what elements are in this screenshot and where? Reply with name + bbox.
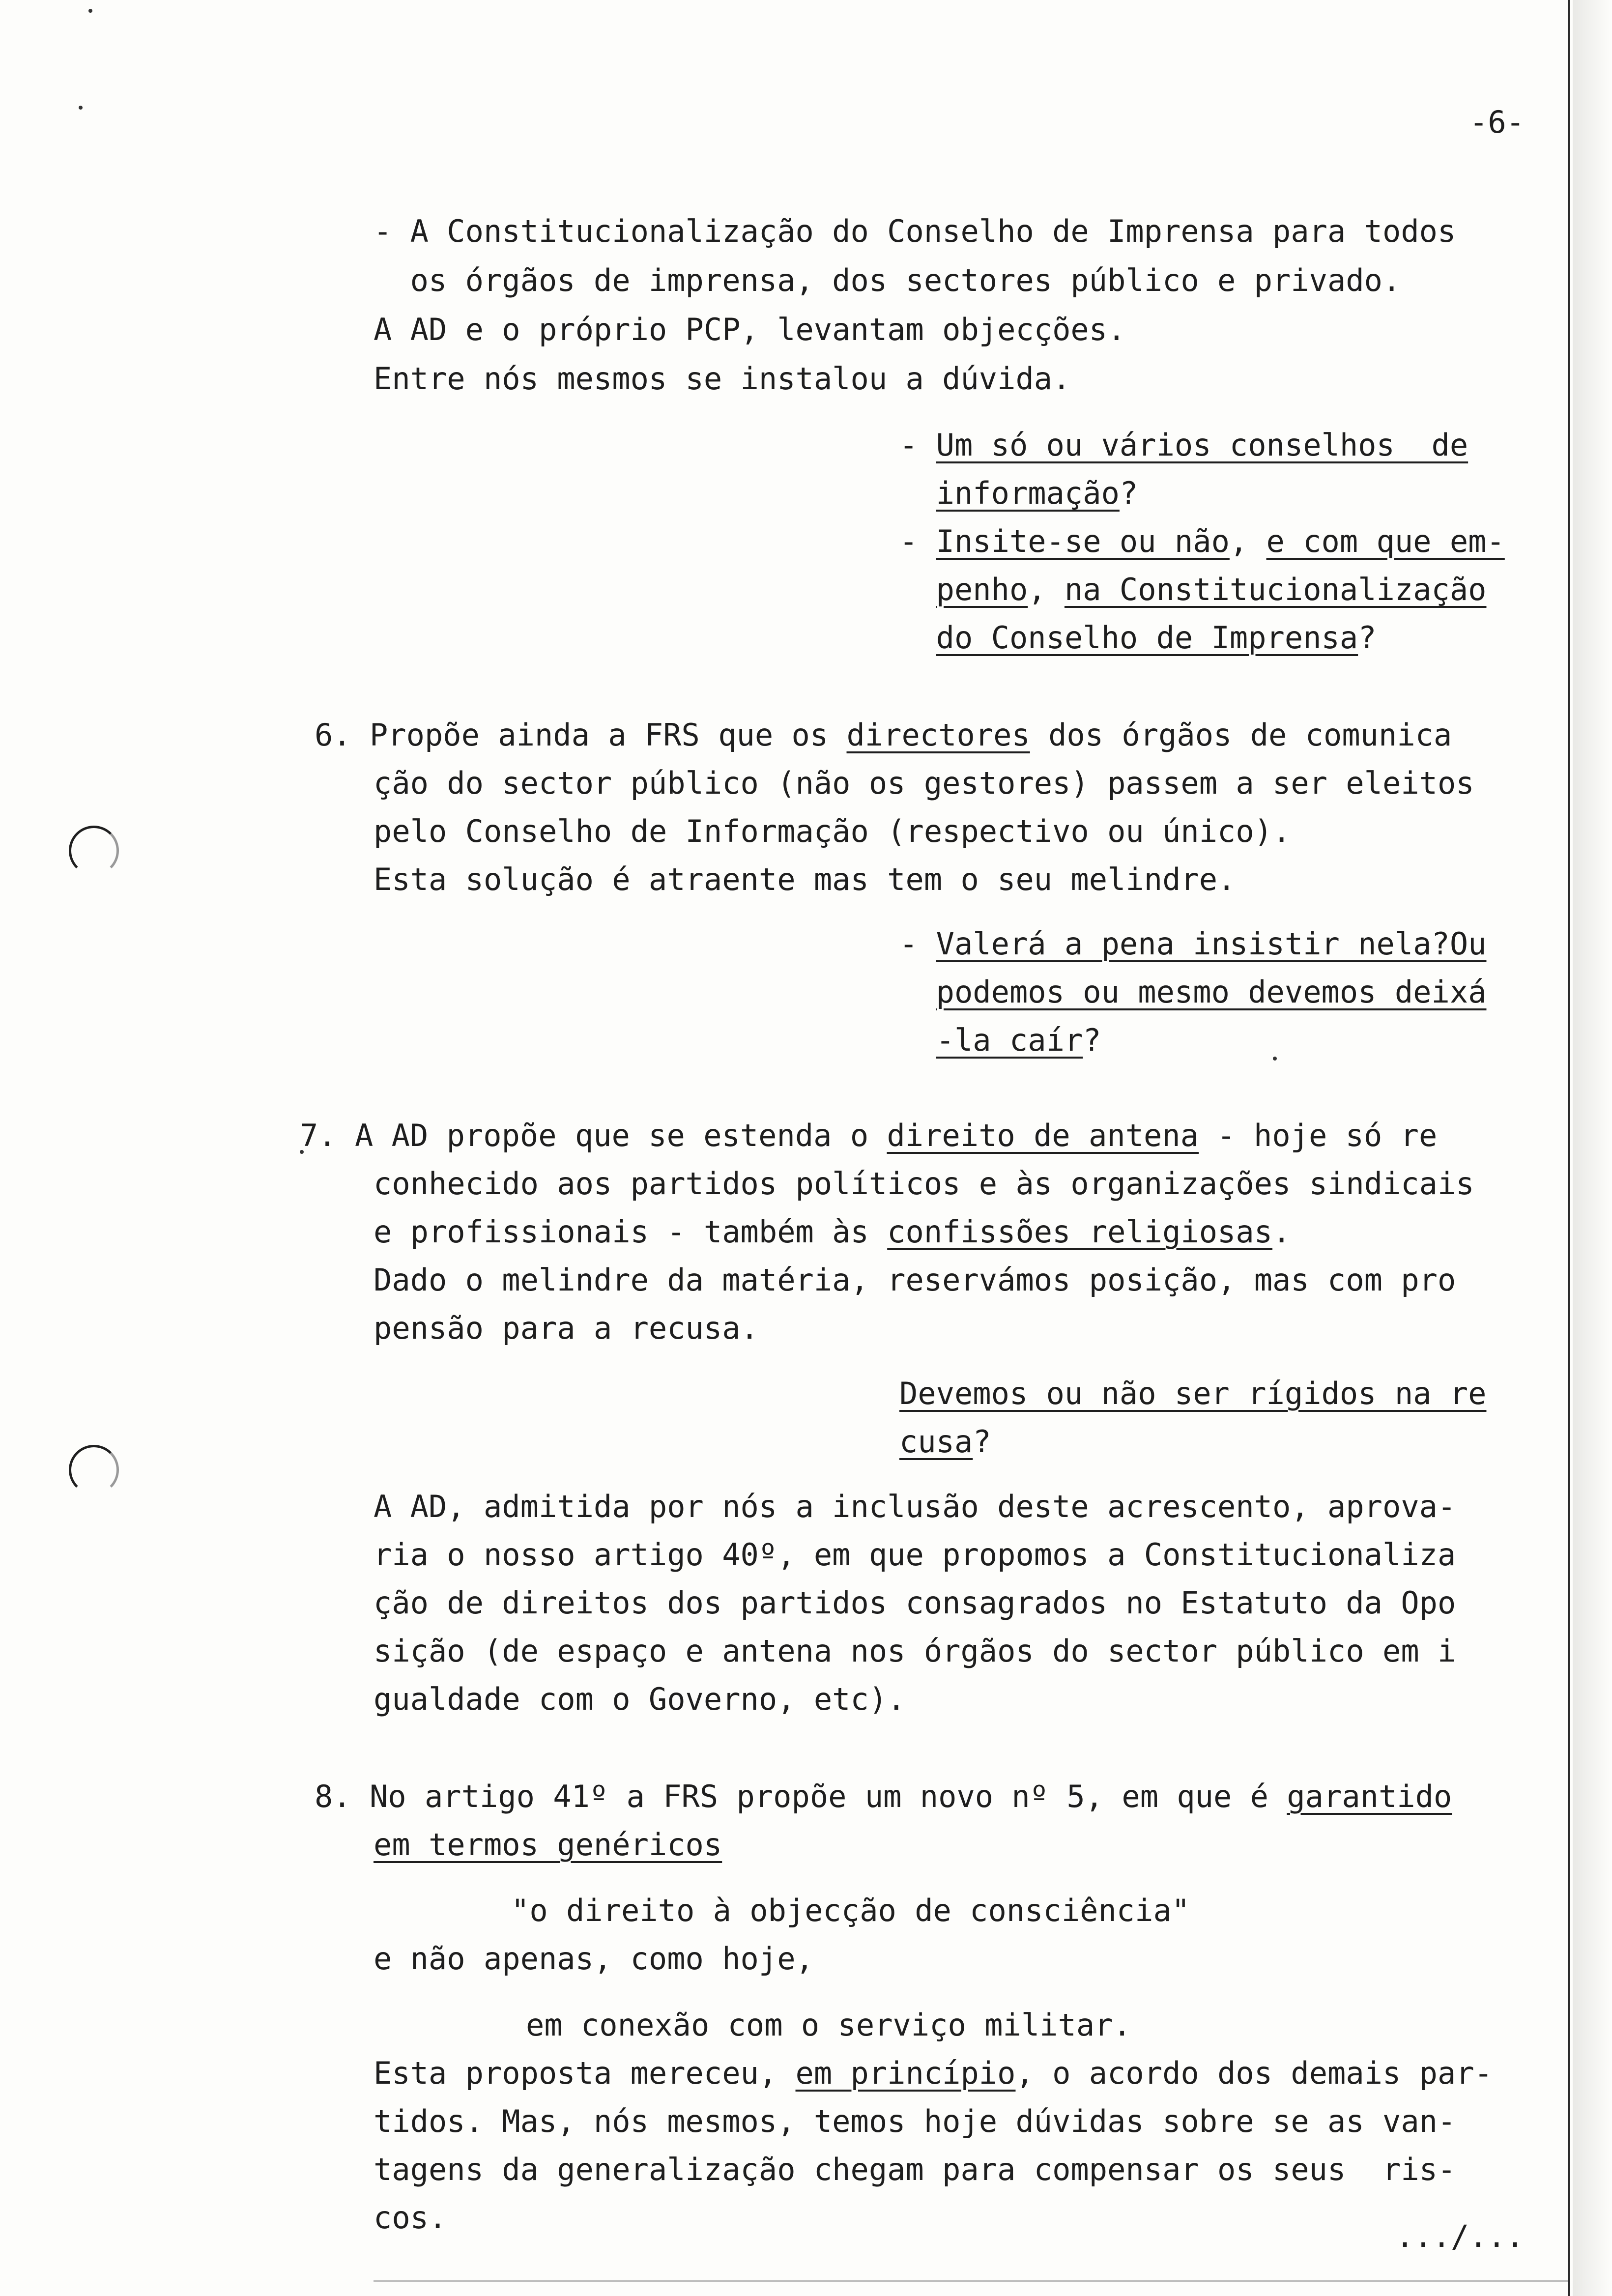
underlined-text: informação [936, 475, 1120, 511]
underlined-text: Valerá a pena insistir nela?Ou [936, 926, 1487, 962]
underlined-text: em termos genéricos [374, 1827, 722, 1863]
text-run: Entre nós mesmos se instalou a dúvida. [374, 361, 1071, 397]
underlined-text: do Conselho de Imprensa [936, 620, 1358, 656]
text-run: tidos. Mas, nós mesmos, temos hoje dúvidas sobre se as van- [374, 2103, 1456, 2139]
text-line [374, 213, 1456, 249]
text-run: ção de direitos dos partidos consagrados no Estatuto da Opo [374, 1585, 1456, 1621]
text-line [899, 620, 1377, 656]
text-run: e profissionais - também às [374, 1214, 888, 1250]
page-edge-shadow [1573, 0, 1612, 2296]
text-line [374, 1262, 1456, 1298]
text-run: os órgãos de imprensa, dos sectores público e privado. [374, 262, 1401, 298]
text-run: gualdade com o Governo, etc). [374, 1681, 906, 1717]
text-line [374, 1633, 1456, 1669]
text-line [374, 1681, 906, 1717]
text-line [374, 1537, 1456, 1573]
text-run: tagens da generalização chegam para compensar os seus ris- [374, 2152, 1456, 2187]
text-line [899, 1022, 1101, 1058]
text-run: ? [1083, 1022, 1101, 1058]
text-line [374, 1214, 1291, 1250]
text-run [899, 620, 936, 656]
scan-speck [79, 106, 83, 110]
bottom-edge-line [374, 2280, 1568, 2282]
text-run: , [1229, 523, 1267, 559]
text-line [300, 1120, 1437, 1151]
text-line [374, 1827, 722, 1863]
text-run: cos. [374, 2200, 447, 2236]
text-run: 7. A AD propõe que se estenda o [300, 1118, 887, 1153]
text-run: - [899, 427, 936, 463]
text-line [374, 1310, 759, 1346]
underlined-text: confissões religiosas [887, 1214, 1273, 1250]
continuation-mark: .../... [1396, 2218, 1525, 2254]
underlined-text: Um só ou vários conselhos de [936, 427, 1468, 463]
text-run: "o direito à objecção de consciência" [511, 1893, 1190, 1928]
text-line [374, 2154, 1456, 2185]
text-line [511, 1895, 1190, 1926]
text-line [374, 1585, 1456, 1621]
text-line [374, 361, 1071, 397]
text-run: pelo Conselho de Informação (respectivo ou único). [374, 813, 1291, 849]
text-line [374, 765, 1474, 801]
text-run: em conexão com o serviço militar. [526, 2007, 1131, 2043]
underlined-text: cusa [899, 1424, 973, 1460]
text-run: Esta proposta mereceu, [374, 2055, 796, 2091]
text-line [899, 926, 1487, 962]
text-run: 6. Propõe ainda a FRS que os [315, 717, 847, 753]
underlined-text: direito de antena [887, 1118, 1199, 1153]
text-line [374, 312, 1126, 347]
underlined-text: e com que em- [1266, 523, 1505, 559]
scan-speck [1273, 1057, 1277, 1061]
underlined-text: Insite-se ou não [936, 523, 1230, 559]
text-line [899, 427, 1468, 463]
page-edge-line [1568, 0, 1570, 2296]
punch-hole-top [69, 826, 119, 876]
text-run: e não apenas, como hoje, [374, 1941, 814, 1977]
text-run: . [1272, 1214, 1291, 1250]
text-run [899, 475, 936, 511]
underlined-text: directores [846, 717, 1030, 753]
text-run [899, 974, 936, 1010]
text-line [899, 475, 1138, 511]
text-run: Esta solução é atraente mas tem o seu melindre. [374, 861, 1236, 897]
page-number: -6- [1469, 104, 1525, 140]
text-run: 8. No artigo 41º a FRS propõe um novo nº 5, em que é [315, 1779, 1287, 1814]
text-line [374, 1941, 814, 1977]
underlined-text: na Constitucionalização [1064, 572, 1487, 607]
text-run [899, 572, 936, 607]
text-run: conhecido aos partidos políticos e às organizações sindicais [374, 1166, 1474, 1202]
text-line [899, 1424, 991, 1460]
underlined-text: garantido [1287, 1779, 1452, 1814]
text-run: ? [1119, 475, 1138, 511]
text-run: - hoje só re [1199, 1118, 1438, 1153]
text-line [374, 2055, 1493, 2091]
underlined-text: penho [936, 572, 1028, 607]
text-line [374, 2103, 1456, 2139]
text-run: , o acordo dos demais par- [1015, 2055, 1493, 2091]
text-line [374, 2200, 447, 2236]
text-line [899, 523, 1505, 559]
text-line [374, 861, 1236, 897]
text-run: - [899, 523, 936, 559]
underlined-text: -la caír [936, 1022, 1083, 1058]
text-line [899, 974, 1487, 1010]
text-line [526, 2007, 1131, 2043]
text-line [315, 1781, 1452, 1812]
text-line [374, 262, 1401, 298]
text-run: ção do sector público (não os gestores) passem a ser eleitos [374, 765, 1474, 801]
text-line [374, 1166, 1474, 1202]
text-line [374, 1489, 1456, 1524]
underlined-text: Devemos ou não ser rígidos na re [899, 1376, 1487, 1411]
text-line [315, 717, 1452, 753]
text-run: , [1028, 572, 1065, 607]
underlined-text: em princípio [795, 2055, 1016, 2091]
text-run: sição (de espaço e antena nos órgãos do sector público em i [374, 1633, 1456, 1669]
text-run [899, 1022, 936, 1058]
text-line [899, 1378, 1486, 1409]
text-run: - A Constitucionalização do Conselho de Imprensa para todos [374, 213, 1456, 249]
text-run: A AD e o próprio PCP, levantam objecções. [374, 312, 1126, 347]
text-run: ? [973, 1424, 991, 1460]
text-line [374, 813, 1291, 849]
text-run: ria o nosso artigo 40º, em que propomos a Constitucionaliza [374, 1537, 1456, 1573]
text-run: Dado o melindre da matéria, reservámos posição, mas com pro [374, 1262, 1456, 1298]
text-run: ? [1358, 620, 1377, 656]
punch-hole-bottom [69, 1445, 119, 1495]
text-run: pensão para a recusa. [374, 1310, 759, 1346]
text-run: - [899, 926, 936, 962]
underlined-text: podemos ou mesmo devemos deixá [936, 974, 1487, 1010]
text-run: A AD, admitida por nós a inclusão deste acrescento, aprova- [374, 1489, 1456, 1524]
text-line [899, 574, 1486, 605]
text-run: dos órgãos de comunica [1030, 717, 1452, 753]
scan-speck [88, 9, 92, 13]
